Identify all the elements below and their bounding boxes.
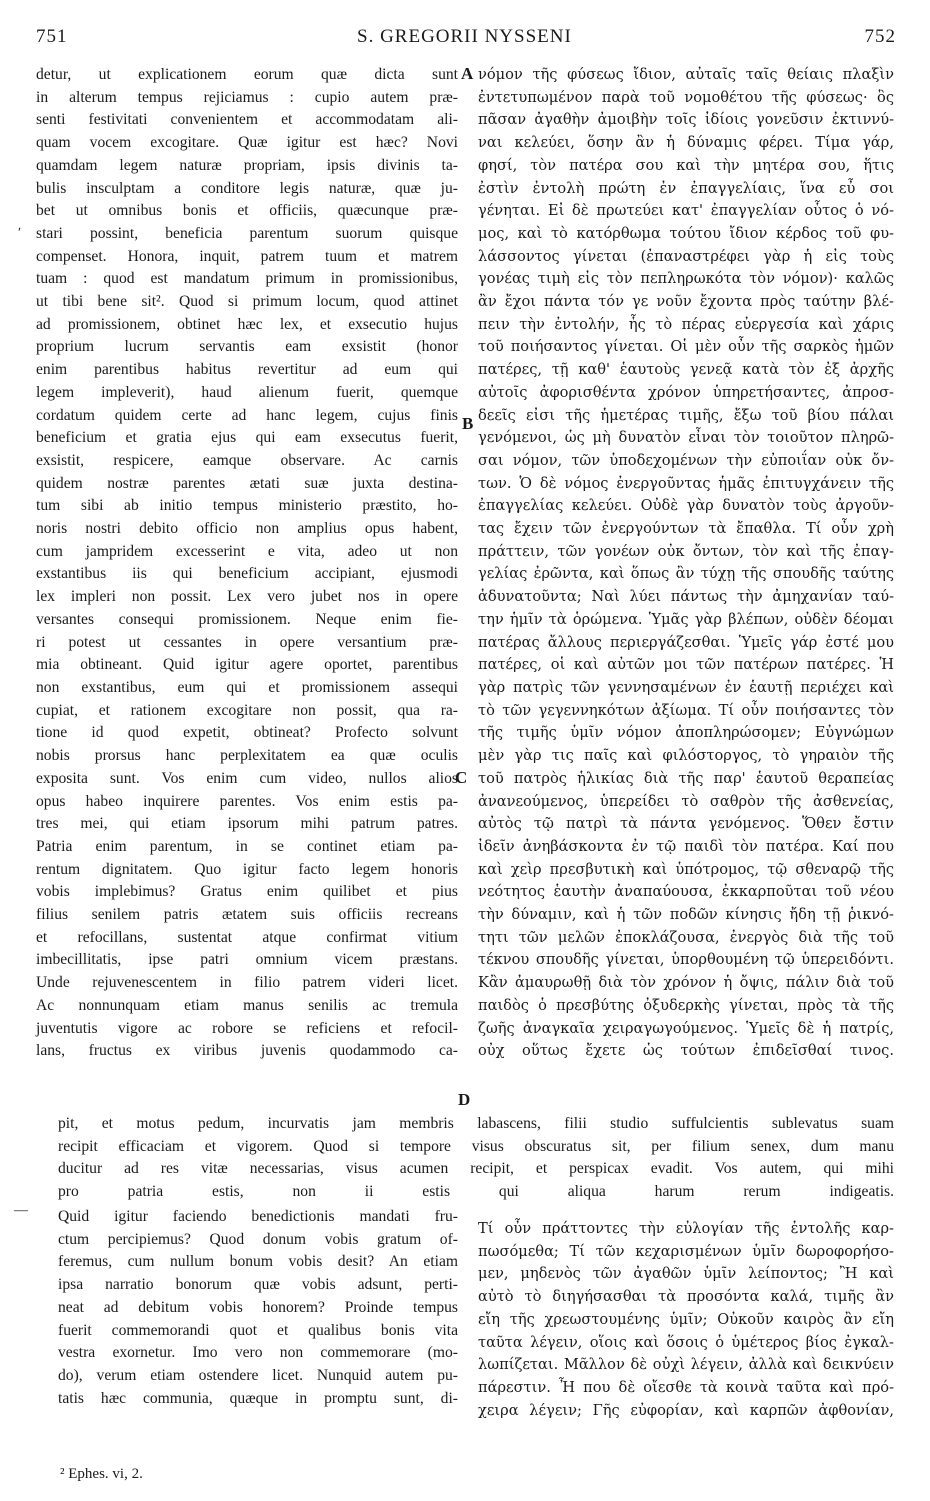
text-line: τοῦ πατρὸς ἡλικίας διὰ τῆς παρ' ἑαυτοῦ θεραπείας — [478, 769, 894, 787]
text-line: καὶ χεὶρ πρεσβυτικὴ καὶ ὑπότρομος, τῷ σθεναρῷ τῆς — [478, 860, 894, 878]
text-line: ζωῆς ἀναγκαῖα χειραγωγούμενος. Ὑμεῖς δὲ ἡ πατρίς, — [478, 1019, 894, 1037]
text-line: recipit efficaciam et vigorem. Quod si tempore visus obscuratus sit, per filium senex, dum manu — [58, 1137, 894, 1155]
text-line: γελίας ἐρῶντα, καὶ ὅπως ἂν τύχῃ τῆς σπουδῆς ταύτης — [478, 565, 894, 583]
text-line: bet ut omnibus bonis et officiis, quæcunque præ- — [36, 202, 458, 220]
text-line: πατέρες, τῇ καθ' ἑαυτοὺς γενεᾷ κατὰ τὸν ἐξ ἀρχῆς — [478, 361, 894, 379]
text-line: lex impleri non possit. Lex vero jubet nos in opere — [36, 588, 458, 606]
text-line: cum jampridem excesserint e vita, adeo ut non — [36, 542, 458, 560]
text-line: ταῦτα λέγειν, οἵοις καὶ ὅσοις ὁ ὑμέτερος βίος ἐγκαλ- — [478, 1333, 894, 1351]
text-line: detur, ut explicationem eorum quæ dicta sunt — [36, 66, 458, 83]
text-line: exstantibus iis qui beneficium accipiant, ejusmodi — [36, 565, 458, 583]
text-line: stari possint, beneficia parentum suorum quisque — [36, 224, 458, 242]
text-line: χειρα λέγειν; Γῆς εὐφορίαν, καὶ καρπῶν ἀφθονίαν, — [478, 1401, 894, 1419]
greek-column-second-section — [478, 1218, 894, 1422]
page-number-right: 752 — [864, 26, 896, 47]
text-line: πατέρες, οἱ καὶ αὐτῶν μοι τῶν πατέρων πατέρες. Ἡ — [478, 656, 894, 674]
text-line: ἐστὶν ἐντολὴ πρώτη ἐν ἐπαγγελίαις, ἵνα εὖ σοι — [478, 179, 894, 197]
margin-marker-c: C — [455, 768, 468, 787]
text-line: ipsa narratio bonorum quæ vobis adsunt, perti- — [58, 1276, 458, 1294]
margin-marker-d: D — [458, 1090, 471, 1109]
text-line: ἂν ἔχοι πάντα τόν γε νοῦν ἔχοντα πρὸς ταύτην βλέ- — [478, 293, 894, 311]
text-line: senti festivitati convenientem et accommodatam ali- — [36, 111, 458, 129]
text-line: et refocillans, sustentat atque confirmat vitium — [36, 928, 458, 946]
text-line: Τί οὖν πράττοντες τὴν εὐλογίαν τῆς ἐντολῆς καρ- — [478, 1220, 894, 1237]
text-line: nobis prorsus hanc perplexitatem ea quæ oculis — [36, 747, 458, 765]
text-line: τας ἔχειν τῶν ἐνεργούντων τὰ ἔπαθλα. Τί οὖν χρὴ — [478, 520, 894, 538]
text-line: opus habeo inquirere parentes. Vos enim estis pa- — [36, 792, 458, 810]
text-line: tione id quod expetit, obtineat? Profecto solvunt — [36, 724, 458, 742]
text-line: ri potest ut cessantes in opere versantium præ- — [36, 633, 458, 651]
text-line: εἴη τῆς χρεωστουμένης ὑμῖν; Οὐκοῦν καιρὸς ἂν εἴη — [478, 1310, 894, 1328]
text-line: τητι τῶν μελῶν ἐποκλάζουσα, ἐνεργὸς διὰ τῆς τοῦ — [478, 928, 894, 946]
text-line: μος, καὶ τὸ κατόρθωμα τούτου ἴδιον κέρδος τοῦ φυ- — [478, 224, 894, 242]
text-line: quamdam legem naturæ propriam, ipsis divinis ta- — [36, 156, 458, 174]
text-line: cupiat, et rationem excogitare non possit, qua ra- — [36, 701, 458, 719]
text-line: γένηται. Εἰ δὲ πρωτεύει κατ' ἐπαγγελίαν οὗτος ὁ νό- — [478, 202, 894, 220]
latin-column-second-section — [58, 1206, 458, 1410]
greek-column — [478, 64, 894, 1063]
text-line: την ἡμῖν τὰ ὁρώμενα. Ὑμᾶς γὰρ βλέπων, οὐδὲν δέομαι — [478, 610, 894, 628]
text-line: φησί, τὸν πατέρα σου καὶ τὴν μητέρα σου, ἥτις — [478, 156, 894, 174]
text-line: λάσσοντος γίνεται (ἐπαναστρέφει γὰρ ἡ εἰς τοὺς — [478, 247, 894, 265]
text-line: πάρεστιν. Ἦ που δὲ οἴεσθε τὰ κοινὰ ταῦτα καὶ πρό- — [478, 1378, 894, 1396]
text-line: noris nostri debito officio non amplius opus habent, — [36, 520, 458, 538]
text-line: τέκνου σπουδῆς γίνεται, ὑπορθουμένη τῷ ὑπερειδόντι. — [478, 951, 894, 969]
text-line: non exstantibus, eum qui et promissionem assequi — [36, 678, 458, 696]
text-line: ἀνανεούμενος, ὑπερείδει τὸ σαθρὸν τῆς ἀσθενείας, — [478, 792, 894, 810]
text-line: ad promissionem, obtinet hæc lex, et exsecutio hujus — [36, 315, 458, 333]
text-line: αὐτοῖς ἀφορισθέντα χρόνον ὑπηρετήσαντες, ἀπροσ- — [478, 383, 894, 401]
text-line: τῆς τιμῆς ὑμῖν νόμον ἀποπληρώσομεν; Εὐγνώμων — [478, 724, 894, 742]
text-line: exposita sunt. Vos enim cum video, nullos alios — [36, 769, 458, 787]
text-line: ἰδεῖν ἀνηβάσκοντα ἐν τῷ παιδὶ τὸν πατέρα. Καί που — [478, 837, 894, 855]
text-line: quam vocem excogitare. Quæ igitur est hæc? Novi — [36, 134, 458, 152]
text-line: μὲν γὰρ τις παῖς καὶ φιλόστοργος, τὸ γηραιὸν τῆς — [478, 747, 894, 765]
text-line: αὐτὸς τῷ πατρὶ τὰ πάντα γενόμενος. Ὅθεν ἔστιν — [478, 815, 894, 833]
text-line: τοῦ ποιήσαντος γίνεται. Οἱ μὲν οὖν τῆς σαρκὸς ἡμῶν — [478, 338, 894, 356]
text-line: γονέας τιμὴ εἰς τὸν πεπληρωκότα τὸν νόμον)· καλῶς — [478, 270, 894, 288]
text-line: οὐχ οὕτως ἔχετε ὡς τούτων ἐπιδεῖσθαί τινος. — [478, 1042, 894, 1060]
text-line: do), verum etiam ostendere licet. Nunquid autem pu- — [58, 1366, 458, 1384]
text-line: παιδὸς ὁ πρεσβύτης ὀξυδερκὴς γίνεται, πρὸς τὰ τῆς — [478, 996, 894, 1014]
text-line: legem impleverit), haud alienum fuerit, quemque — [36, 383, 458, 401]
text-line: beneficium et gratia ejus qui eam exsecutus fuerit, — [36, 429, 458, 447]
text-line: Patria enim parentum, in se continet etiam pa- — [36, 837, 458, 855]
text-line: feremus, cum nullum bonum vobis desit? An etiam — [58, 1253, 458, 1271]
text-line: πατέρας ἄλλους περιεργάζεσθαι. Ὑμεῖς γάρ ἐστέ μου — [478, 633, 894, 651]
text-line: σαι νόμον, τῶν ὑποδεχομένων τὴν εὐποιΐαν οὐκ ὄν- — [478, 451, 894, 469]
text-line: tum sibi ab initio tempus ministerio præstito, ho- — [36, 497, 458, 515]
text-line: ut tibi bene sit². Quod si primum locum, quod attinet — [36, 293, 458, 311]
text-line: rentum dignitatem. Quo igitur facto legem honoris — [36, 860, 458, 878]
text-line: πᾶσαν ἀγαθὴν ἀμοιβὴν τοῖς ἰδίοις γονεῦσιν ἐκτιννύ- — [478, 111, 894, 129]
text-line: mia obtineant. Quid igitur agere oportet, parentibus — [36, 656, 458, 674]
text-line: in alterum tempus rejiciamus : cupio autem præ- — [36, 88, 458, 106]
text-line: ἀδυνατοῦντα; Ναὶ λύει πάντως τὴν ἀμηχανίαν ταύ- — [478, 588, 894, 606]
text-line: ἐπαγγελίας κελεύει. Οὐδὲ γὰρ δυνατὸν τοὺς ἀργοῦν- — [478, 497, 894, 515]
text-line: πράττειν, τῶν γονέων οὐκ ὄντων, τὸν καὶ τῆς ἐπαγ- — [478, 542, 894, 560]
text-line: versantes consequi promissionem. Neque enim fie- — [36, 610, 458, 628]
page-number-left: 751 — [36, 26, 68, 47]
text-line: compenset. Honora, inquit, patrem tuum et matrem — [36, 247, 458, 265]
text-line: γὰρ πατρὶς τῶν γεννησαμένων ἐν ἑαυτῇ περιέχει καὶ — [478, 678, 894, 696]
text-line: νόμον τῆς φύσεως ἴδιον, αὐταῖς ταῖς θείαις πλαξὶν — [478, 66, 894, 83]
text-line: Ac nonnunquam etiam manus senilis ac tremula — [36, 996, 458, 1014]
footnote: ² Ephes. vi, 2. — [60, 1466, 143, 1482]
text-line: tatis hæc communia, quæque in promptu sunt, di- — [58, 1389, 458, 1407]
text-line: vobis implebimus? Gratus enim quilibet et pius — [36, 883, 458, 901]
text-line: πειν τὴν ἐντολήν, ἧς τὸ πέρας εὐεργεσία καὶ χάρις — [478, 315, 894, 333]
text-line: μεν, μηδενὸς τῶν ἀγαθῶν ὑμῖν λείποντος; Ἢ καὶ — [478, 1265, 894, 1283]
text-line: enim parentibus habitus revertitur ad eum qui — [36, 361, 458, 379]
text-line: αὐτὸ τὸ διηγήσασθαι τὰ προσόντα καλά, τιμῆς ἂν — [478, 1288, 894, 1306]
text-line: τὴν δύναμιν, καὶ ἡ τῶν ποδῶν κίνησις ἤδη τῇ ῥικνό- — [478, 906, 894, 924]
text-line: neat ad debitum vobis honorem? Proinde tempus — [58, 1298, 458, 1316]
margin-marker-a: A — [461, 64, 474, 83]
text-line: λωπίζεται. Μᾶλλον δὲ οὐχὶ λέγειν, ἀλλὰ καὶ δεικνύειν — [478, 1356, 894, 1374]
text-line: ἐντετυπωμένον παρὰ τοῦ νομοθέτου τῆς φύσεως· ὃς — [478, 88, 894, 106]
margin-marker-b: B — [462, 414, 474, 433]
text-line: tres mei, qui etiam ipsorum mihi patrum patres. — [36, 815, 458, 833]
text-line: filius senilem patris ætatem suis officiis recreans — [36, 906, 458, 924]
running-title: S. GREGORII NYSSENI — [357, 26, 572, 47]
text-line: pro patria estis, non ii estis qui aliqua harum rerum indigeatis. — [58, 1183, 894, 1201]
text-line: νεότητος ἑαυτὴν ἀναπαύουσα, ἐκκαρποῦται τοῦ νέου — [478, 883, 894, 901]
latin-full-width-text — [58, 1113, 894, 1204]
text-line: ναι κελεύει, ὅσην ἂν ἡ δύναμις φέρει. Τίμα γάρ, — [478, 134, 894, 152]
text-line: Unde rejuvenescentem in filio patrem videri licet. — [36, 974, 458, 992]
text-line: proprium lucrum servantis eam exsistit (honor — [36, 338, 458, 356]
text-line: ducitur ad res vitæ necessarias, visus acumen recipit, et perspicax evadit. Vos autem, qui mihi — [58, 1160, 894, 1178]
text-line: imbecillitatis, ipse patri omnium vicem præstans. — [36, 951, 458, 969]
text-line: quidem nostræ parentes ætati suæ juxta destina- — [36, 474, 458, 492]
text-line: των. Ὁ δὲ νόμος ἐνεργοῦντας ἡμᾶς ἐπιτυγχάνειν τῆς — [478, 474, 894, 492]
latin-column — [36, 64, 458, 1063]
text-line: lans, fructus ex viribus juvenis quodammodo ca- — [36, 1042, 458, 1060]
text-line: γενόμενοι, ὡς μὴ δυνατὸν εἶναι τὸν τοιοῦτον πληρῶ- — [478, 429, 894, 447]
text-line: exsistit, respicere, eamque observare. Ac carnis — [36, 451, 458, 469]
text-line: πωσόμεθα; Τί τῶν κεχαρισμένων ὑμῖν δωροφορήσο- — [478, 1242, 894, 1260]
text-line: Κἂν ἀμαυρωθῇ διὰ τὸν χρόνον ἡ ὄψις, πάλιν διὰ τοῦ — [478, 974, 894, 992]
text-line: juventutis vigore ac robore se reficiens et refocil- — [36, 1019, 458, 1037]
text-line: pit, et motus pedum, incurvatis jam membris labascens, filii studio suffulcientis sublevatus suam — [58, 1115, 894, 1132]
text-line: bulis insculptam a conditore legis naturæ, quæ ju- — [36, 179, 458, 197]
text-line: δεεῖς εἰσι τῆς ἡμετέρας τιμῆς, ἔξω τοῦ βίου πάλαι — [478, 406, 894, 424]
text-line: vestra exornetur. Imo vero non commemorare (mo- — [58, 1344, 458, 1362]
text-line: tuam : quod est mandatum primum in promissionibus, — [36, 270, 458, 288]
text-line: Quid igitur faciendo benedictionis mandati fru- — [58, 1208, 458, 1225]
text-line: cordatum quidem certe ad hanc legem, cujus finis — [36, 406, 458, 424]
text-line: τὸ τῶν γεγεννηκότων ἀξίωμα. Τί οὖν ποιήσαντες τὸν — [478, 701, 894, 719]
text-line: ctum percipiemus? Quod donum vobis gratum of- — [58, 1230, 458, 1248]
text-line: fuerit commemorandi quot et qualibus bonis vita — [58, 1321, 458, 1339]
